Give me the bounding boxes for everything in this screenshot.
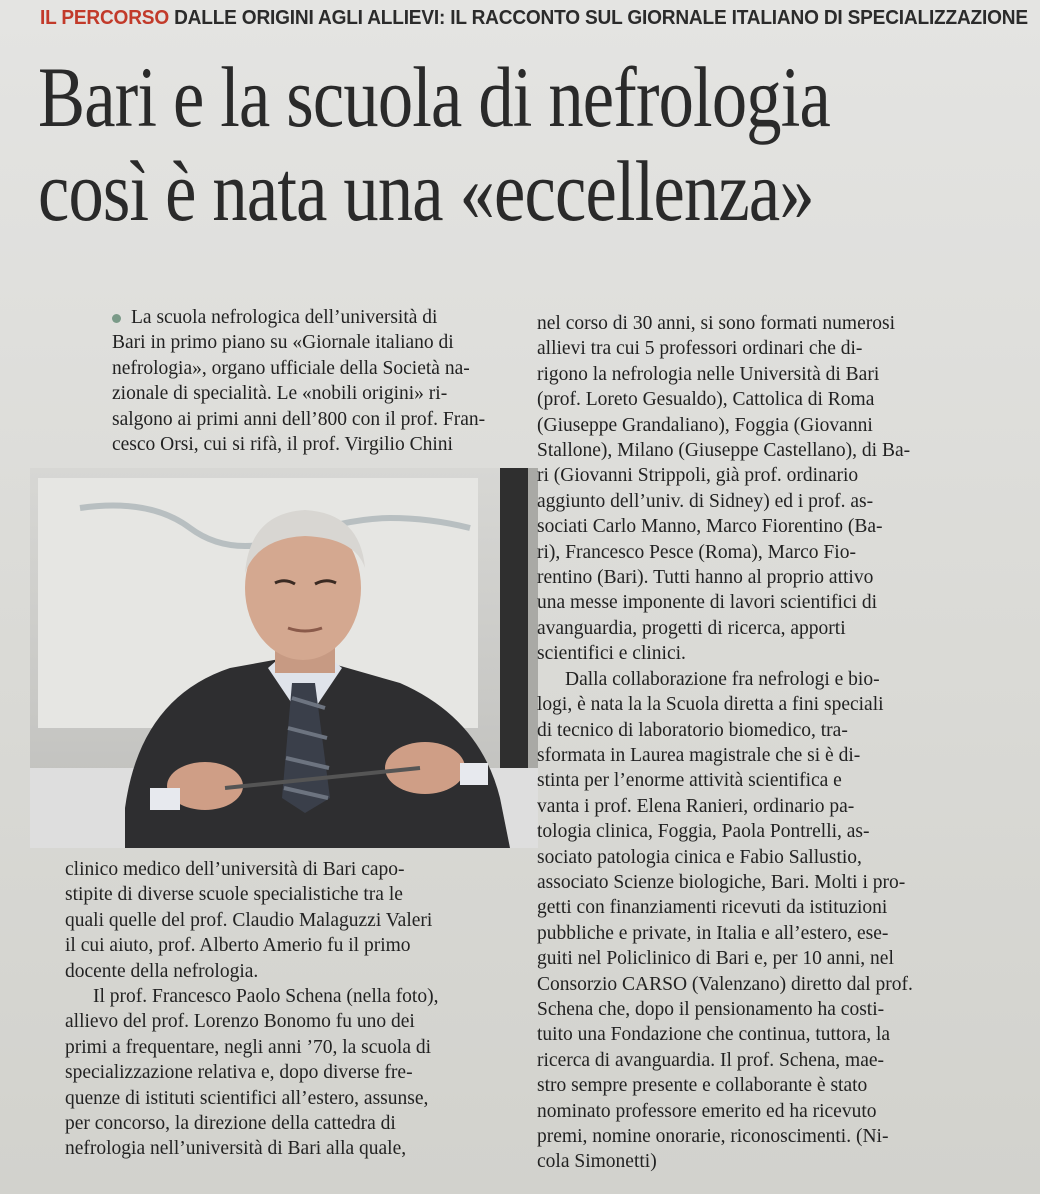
bullet-dot (112, 314, 121, 323)
kicker-label: IL PERCORSO (40, 6, 169, 29)
text-line: avanguardia, progetti di ricerca, apporti (537, 617, 846, 639)
text-line: Consorzio CARSO (Valenzano) diretto dal prof. (537, 973, 913, 995)
text-line: allievi tra cui 5 professori ordinari che di- (537, 338, 863, 360)
text-line: tuito una Fondazione che continua, tuttora, la (537, 1024, 891, 1046)
text-line: zionale di specialità. Le «nobili origini» ri- (112, 383, 448, 405)
text-line: Bari in primo piano su «Giornale italiano di (112, 332, 454, 354)
text-line: salgono ai primi anni dell’800 con il prof. Fran- (112, 408, 486, 430)
text-line: scientifici e clinici. (537, 643, 686, 665)
text-line: (Giuseppe Grandaliano), Foggia (Giovanni (537, 414, 873, 436)
text-line: associato Scienze biologiche, Bari. Molti i pro- (537, 871, 906, 893)
article-column-left-top (112, 305, 507, 457)
headline-line-2: così è nata una «eccellenza» (38, 143, 814, 239)
text-line: rigono la nefrologia nelle Università di Bari (537, 363, 880, 385)
text-line: specializzazione relativa e, dopo diverse fre- (65, 1062, 413, 1084)
text-line: per concorso, la direzione della cattedra di (65, 1113, 396, 1135)
text-line: quali quelle del prof. Claudio Malaguzzi Valeri (65, 909, 433, 931)
text-line: pubbliche e private, in Italia e all’estero, ese- (537, 922, 889, 944)
text-line: sformata in Laurea magistrale che si è di- (537, 744, 861, 766)
article-column-left-bottom (65, 857, 510, 1162)
text-line: sociato patologia cinica e Fabio Sallustio, (537, 846, 862, 868)
text-line: Schena che, dopo il pensionamento ha costi- (537, 998, 885, 1020)
article-column-right (537, 311, 977, 1175)
text-line: ri (Giovanni Strippoli, già prof. ordinario (537, 465, 859, 487)
photo-professor (30, 468, 538, 848)
text-line: stipite di diverse scuole specialistiche tra le (65, 884, 403, 906)
kicker-text: DALLE ORIGINI AGLI ALLIEVI: IL RACCONTO SUL GIORNALE ITALIANO DI SPECIALIZZAZIONE (174, 6, 1028, 29)
text-line: una messe imponente di lavori scientifici di (537, 592, 878, 614)
text-line: ricerca di avanguardia. Il prof. Schena, mae- (537, 1049, 885, 1071)
text-line: nefrologia nell’università di Bari alla quale, (65, 1138, 407, 1160)
text-line: getti con finanziamenti ricevuti da istituzioni (537, 897, 888, 919)
text-line: La scuola nefrologica dell’università di (112, 305, 507, 330)
text-line: ri), Francesco Pesce (Roma), Marco Fio- (537, 541, 856, 563)
text-line: clinico medico dell’università di Bari capo- (65, 859, 405, 880)
text-line: tologia clinica, Foggia, Paola Pontrelli, as- (537, 821, 870, 843)
text-line: nel corso di 30 anni, si sono formati numerosi (537, 313, 895, 334)
text-line: logi, è nata la la Scuola diretta a fini speciali (537, 694, 884, 716)
headline-line-1: Bari e la scuola di nefrologia (38, 49, 830, 145)
text-line: cesco Orsi, cui si rifà, il prof. Virgilio Chini (112, 434, 453, 456)
text-line: rentino (Bari). Tutti hanno al proprio attivo (537, 567, 874, 589)
text-line: (prof. Loreto Gesualdo), Cattolica di Roma (537, 389, 875, 411)
text-line: premi, nomine onorarie, riconoscimenti. (Ni- (537, 1126, 889, 1147)
text-line: sociati Carlo Manno, Marco Fiorentino (Ba- (537, 516, 883, 538)
text-line: primi a frequentare, negli anni ’70, la scuola di (65, 1036, 432, 1058)
text-line: il cui aiuto, prof. Alberto Amerio fu il primo (65, 935, 411, 957)
photo-portrait (30, 468, 538, 848)
text-line: stro sempre presente e collaborante è stato (537, 1075, 868, 1097)
text-line: guiti nel Policlinico di Bari e, per 10 anni, nel (537, 948, 894, 970)
text-line: allievo del prof. Lorenzo Bonomo fu uno dei (65, 1011, 415, 1033)
text-line: nominato professore emerito ed ha ricevuto (537, 1100, 877, 1122)
text-line: di tecnico di laboratorio biomedico, tra- (537, 719, 848, 741)
text-line: Il prof. Francesco Paolo Schena (nella foto), (93, 986, 439, 1008)
text-line: Dalla collaborazione fra nefrologi e bio- (565, 668, 880, 690)
text-line: cola Simonetti) (537, 1151, 657, 1173)
kicker (40, 4, 1028, 32)
headline (38, 50, 850, 238)
text-line: docente della nefrologia. (65, 960, 259, 982)
text-line: stinta per l’enorme attività scientifica e (537, 770, 842, 792)
text-line: aggiunto dell’univ. di Sidney) ed i prof. as- (537, 490, 874, 512)
text-line: vanta i prof. Elena Ranieri, ordinario pa- (537, 795, 855, 817)
text-line: Stallone), Milano (Giuseppe Castellano), di Ba- (537, 440, 911, 462)
text-line: nefrologia», organo ufficiale della Società na- (112, 357, 470, 379)
text-line: quenze di istituti scientifici all’estero, assunse, (65, 1087, 429, 1109)
